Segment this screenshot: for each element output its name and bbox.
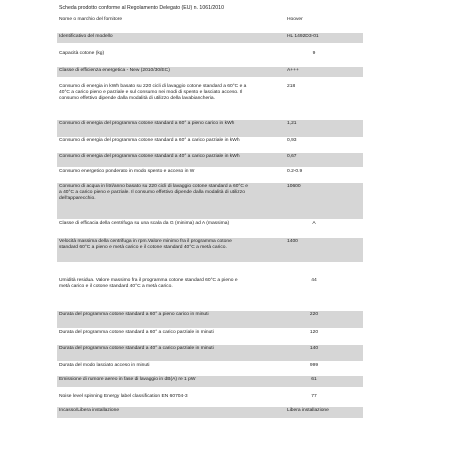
row-label: Incasso/Libera installazione bbox=[59, 408, 120, 413]
table-row bbox=[57, 277, 363, 301]
row-label: Consumo di energia del programma cotone standard a 60° a pieno carico in kWh bbox=[59, 121, 235, 126]
table-row bbox=[57, 362, 363, 374]
table-row bbox=[57, 376, 363, 387]
table-row bbox=[57, 393, 363, 404]
row-label: Consumo di acqua in litri/anno basato su 220 cicli di lavaggio cotone standard a 60°C e a 40°C a carico pieno e parziale. Il consumo effettivo dipende dalla modalità di utilizzo dell'apparecchio. bbox=[59, 184, 249, 202]
row-label: Consumo di energia in kWh basato su 220 cicli di lavaggio cotone standard a 60°C e a 40°C a carico pieno e parziale e sul consumo nei modi di spento e lasciato acceso. Il consumo effettivo dipende dalla modalità di utilizzo della lavabiancheria. bbox=[59, 84, 247, 102]
sheet-title: Scheda prodotto conforme al Regolamento Delegato (EU) n. 1061/2010 bbox=[59, 5, 224, 11]
row-label: Durata del modo lasciato acceso in minuti bbox=[59, 363, 150, 368]
table-row bbox=[57, 50, 363, 60]
row-value: 9 bbox=[312, 51, 316, 56]
table-row bbox=[57, 238, 363, 262]
table-row bbox=[57, 83, 363, 117]
row-label: Consumo di energia del programma cotone standard a 40° a carico parziale in kWh bbox=[59, 154, 240, 159]
row-label: Umidità residua. Valore massimo fra il programma cotone standard 60°C a pieno e metà carico e il cotone standard 40°C a metà carico. bbox=[59, 278, 238, 290]
row-value: 44 bbox=[311, 278, 317, 283]
row-value: 61 bbox=[311, 377, 317, 382]
row-value: 0.2-0.9 bbox=[287, 169, 303, 174]
row-value: 120 bbox=[309, 330, 319, 335]
table-row bbox=[57, 120, 363, 137]
row-value: 999 bbox=[309, 363, 319, 368]
row-label: Emissione di rumore aereo in fase di lavaggio in dB(A) re 1 pW bbox=[59, 377, 196, 382]
row-label: Noise level spinning Energy label classification EN 60704-3 bbox=[59, 394, 188, 399]
row-label: Velocità massima della centrifuga in rpm.Valore minimo fra il programma cotone standard 60°C a pieno e metà carico e il cotone standard 40°C a metà carico. bbox=[59, 239, 232, 251]
row-label: Capacità cotone (kg) bbox=[59, 51, 105, 56]
row-value: 1,21 bbox=[287, 121, 297, 126]
table-row bbox=[57, 33, 363, 43]
row-value: 220 bbox=[309, 312, 319, 317]
table-row bbox=[57, 153, 363, 167]
table-row bbox=[57, 407, 363, 418]
row-value: A+++ bbox=[287, 68, 299, 73]
row-label: Consumo di energia del programma cotone standard a 60° a carico parziale in kWh bbox=[59, 138, 240, 143]
row-value: 0,67 bbox=[287, 154, 297, 159]
table-row bbox=[57, 345, 363, 361]
row-value: HL 1492D3-01 bbox=[287, 34, 319, 39]
row-label: Identificativo del modello bbox=[59, 34, 113, 39]
row-value: 77 bbox=[311, 394, 317, 399]
row-label: Durata del programma cotone standard a 60° a carico parziale in minuti bbox=[59, 330, 214, 335]
table-row bbox=[57, 329, 363, 345]
table-row bbox=[57, 311, 363, 328]
row-label: Nome o marchio del fornitore bbox=[59, 17, 123, 22]
table-row bbox=[57, 67, 363, 77]
row-value: 218 bbox=[287, 84, 296, 89]
row-value: 0,93 bbox=[287, 138, 297, 143]
row-value: 1400 bbox=[287, 239, 298, 244]
table-row bbox=[57, 183, 363, 219]
row-value: A bbox=[312, 221, 316, 226]
row-value: 10600 bbox=[287, 184, 301, 189]
table-row bbox=[57, 16, 363, 26]
table-row bbox=[57, 137, 363, 153]
table-row bbox=[57, 220, 363, 237]
row-value: Hoover bbox=[287, 17, 303, 22]
row-label: Consumo energetico ponderato in modo spento e acceso in W bbox=[59, 169, 195, 174]
row-label: Classe di efficienza energetica - New (2010/30/EC) bbox=[59, 68, 170, 73]
row-value: 140 bbox=[309, 346, 319, 351]
row-label: Durata del programma cotone standard a 60° a pieno carico in minuti bbox=[59, 312, 209, 317]
row-label: Durata del programma cotone standard a 40° a carico parziale in minuti bbox=[59, 346, 214, 351]
row-value: Libera installazione bbox=[287, 408, 329, 413]
row-label: Classe di efficacia della centrifuga su una scala da G (minima) ad A (massima) bbox=[59, 221, 230, 226]
table-row bbox=[57, 168, 363, 178]
